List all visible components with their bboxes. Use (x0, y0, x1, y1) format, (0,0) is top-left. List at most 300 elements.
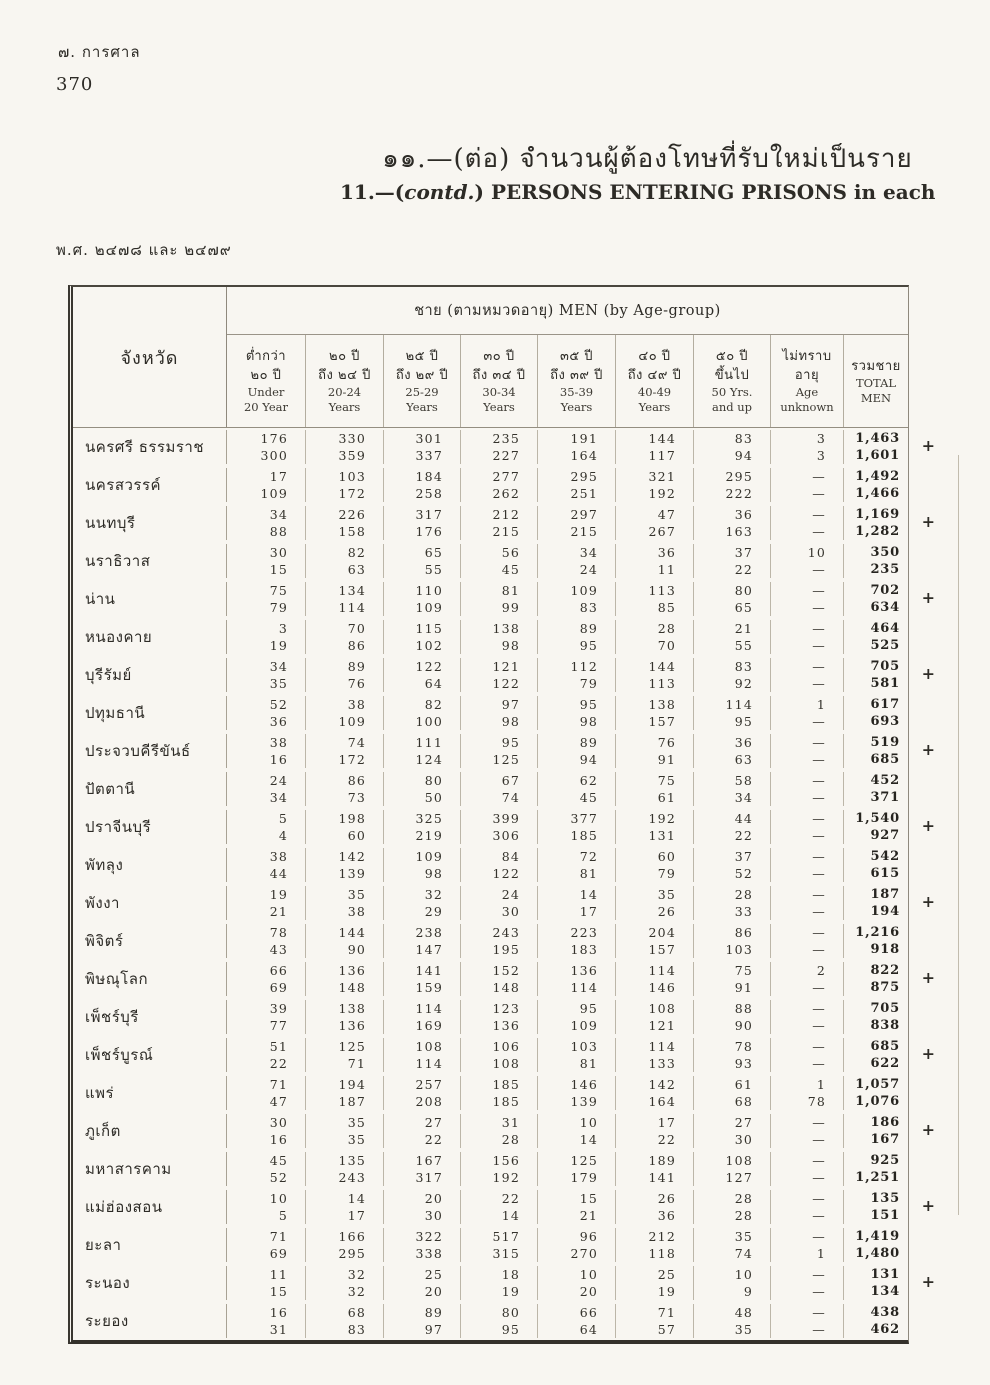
value-cell: 100 (383, 713, 460, 730)
column-header-english-line: 20 Year (243, 400, 289, 414)
value-cell: 88 (269, 524, 288, 539)
plus-margin-mark: + (921, 740, 935, 759)
value-cell: 399 (460, 810, 537, 827)
total-men-cell: 838 (843, 1017, 908, 1034)
value-cell: 71 (615, 1304, 693, 1321)
province-row (73, 998, 908, 1036)
value-cell: — (770, 1000, 843, 1017)
column-header-thai-line: ๕๐ ปี (715, 349, 749, 364)
value-cell: 95 (537, 1000, 615, 1017)
value-cell: 5 (278, 811, 288, 826)
years-note: พ.ศ. ๒๔๗๘ และ ๒๔๗๙ (56, 241, 232, 259)
value-cell: 75 (615, 772, 693, 789)
province-row (73, 846, 908, 884)
province-name: ระนอง (73, 1266, 227, 1300)
value-cell: 44 (269, 866, 288, 881)
total-men-cell: 617 (843, 696, 908, 713)
value-cell: 109 (537, 1017, 615, 1034)
value-cell: 22 (693, 827, 770, 844)
value-cell: — (770, 506, 843, 523)
value-cell: 215 (537, 523, 615, 540)
value-cell: 71 (269, 1229, 288, 1244)
value-cell: 121 (460, 658, 537, 675)
value-cell: 89 (537, 734, 615, 751)
value-cell: 35 (693, 1321, 770, 1338)
value-cell: 83 (537, 599, 615, 616)
total-men-cell: 685 (843, 1038, 908, 1055)
value-cell: 78 (770, 1093, 843, 1110)
value-cell: 122 (460, 675, 537, 692)
value-cell: 102 (383, 637, 460, 654)
total-men-cell: 1,540 (843, 810, 908, 827)
value-cell: 337 (383, 447, 460, 464)
value-cell: — (770, 1055, 843, 1072)
value-cell: 1 (770, 696, 843, 713)
province-name: บุรีรัมย์ (73, 658, 227, 692)
column-header (537, 335, 615, 427)
value-cell: 74 (305, 734, 383, 751)
province-row (73, 1036, 935, 1074)
total-men-cell: 167 (843, 1131, 908, 1148)
value-cell: 5 (278, 1208, 288, 1223)
value-cell: 67 (460, 772, 537, 789)
value-cell: 68 (693, 1093, 770, 1110)
value-cell: 36 (615, 544, 693, 561)
value-cell: 338 (383, 1245, 460, 1262)
value-cell: 36 (693, 734, 770, 751)
total-men-cell: 875 (843, 979, 908, 996)
value-cell: 3 (278, 621, 288, 636)
value-cell: — (770, 713, 843, 730)
value-cell: — (770, 485, 843, 502)
value-cell: 169 (383, 1017, 460, 1034)
value-cell: 22 (460, 1190, 537, 1207)
value-cell: 185 (460, 1093, 537, 1110)
value-cell: 89 (537, 620, 615, 637)
value-cell: 297 (537, 506, 615, 523)
value-cell: 70 (615, 637, 693, 654)
value-cell: 142 (305, 848, 383, 865)
value-cell: 109 (260, 486, 288, 501)
value-cell: — (770, 941, 843, 958)
province-name: นนทบุรี (73, 506, 227, 540)
value-cell: 109 (537, 582, 615, 599)
value-cell: 156 (460, 1152, 537, 1169)
value-cell: 88 (693, 1000, 770, 1017)
value-cell: — (770, 865, 843, 882)
value-cell: 80 (383, 772, 460, 789)
value-cell: — (770, 924, 843, 941)
column-header (693, 335, 770, 427)
value-cell: 76 (305, 675, 383, 692)
value-cell: 25 (615, 1266, 693, 1283)
total-men-cell: 134 (843, 1283, 908, 1300)
value-cell: 109 (383, 848, 460, 865)
province-row (73, 1112, 935, 1150)
value-cell: 195 (460, 941, 537, 958)
value-cell: 37 (693, 848, 770, 865)
value-cell: 90 (305, 941, 383, 958)
province-row (73, 1188, 935, 1226)
value-cell: 52 (693, 865, 770, 882)
value-cell: 98 (537, 713, 615, 730)
column-header-english-line: 20-24 (327, 385, 362, 399)
value-cell: — (770, 561, 843, 578)
value-cell: 50 (383, 789, 460, 806)
column-header-english-line: Age (795, 385, 819, 399)
value-cell: — (770, 1017, 843, 1034)
value-cell: 159 (383, 979, 460, 996)
value-cell: — (770, 848, 843, 865)
value-cell: 146 (537, 1076, 615, 1093)
value-cell: 79 (537, 675, 615, 692)
value-cell: 158 (305, 523, 383, 540)
plus-margin-mark: + (921, 892, 935, 911)
value-cell: — (770, 675, 843, 692)
value-cell: 133 (615, 1055, 693, 1072)
total-men-cell: 187 (843, 886, 908, 903)
value-cell: 1 (770, 1076, 843, 1093)
value-cell: 86 (305, 637, 383, 654)
value-cell: 56 (460, 544, 537, 561)
value-cell: — (770, 1228, 843, 1245)
value-cell: 9 (693, 1283, 770, 1300)
value-cell: 95 (537, 696, 615, 713)
value-cell: 94 (693, 447, 770, 464)
column-header-thai-line: ๓๕ ปี (559, 349, 594, 364)
value-cell: 212 (460, 506, 537, 523)
value-cell: 61 (615, 789, 693, 806)
title-english-rest: ) PERSONS ENTERING PRISONS in each (474, 180, 936, 204)
value-cell: — (770, 734, 843, 751)
page-number: 370 (56, 74, 94, 95)
total-men-cell: 525 (843, 637, 908, 654)
plus-margin-mark: + (921, 588, 935, 607)
value-cell: 81 (460, 582, 537, 599)
value-cell: 4 (278, 828, 288, 843)
plus-margin-mark: + (921, 512, 935, 531)
value-cell: 226 (305, 506, 383, 523)
value-cell: 31 (269, 1322, 288, 1337)
value-cell: 166 (305, 1228, 383, 1245)
value-cell: 103 (537, 1038, 615, 1055)
column-header-english-line: 40-49 (637, 385, 672, 399)
total-men-cell: 918 (843, 941, 908, 958)
column-header-thai-line: ขึ้นไป (714, 368, 750, 383)
value-cell: 208 (383, 1093, 460, 1110)
value-cell: 98 (383, 865, 460, 882)
column-header-thai-line: อายุ (794, 368, 820, 383)
value-cell: 19 (460, 1283, 537, 1300)
value-cell: 38 (305, 696, 383, 713)
value-cell: 114 (383, 1000, 460, 1017)
value-cell: 82 (383, 696, 460, 713)
value-cell: 86 (693, 924, 770, 941)
value-cell: 131 (615, 827, 693, 844)
column-header-thai-line: ถึง ๒๙ ปี (395, 368, 449, 383)
province-name: ปราจีนบุรี (73, 810, 227, 844)
value-cell: 44 (693, 810, 770, 827)
value-cell: 34 (269, 507, 288, 522)
value-cell: 63 (693, 751, 770, 768)
value-cell: 223 (537, 924, 615, 941)
province-row (73, 618, 908, 656)
value-cell: 37 (693, 544, 770, 561)
province-row (73, 1226, 908, 1264)
value-cell: 125 (460, 751, 537, 768)
province-row (73, 580, 935, 618)
value-cell: 124 (383, 751, 460, 768)
value-cell: 222 (693, 485, 770, 502)
value-cell: 69 (269, 1246, 288, 1261)
total-men-cell: 615 (843, 865, 908, 882)
value-cell: — (770, 772, 843, 789)
value-cell: 109 (383, 599, 460, 616)
column-header (305, 335, 383, 427)
value-cell: 20 (383, 1190, 460, 1207)
value-cell: 317 (383, 1169, 460, 1186)
total-men-cell: 438 (843, 1304, 908, 1321)
value-cell: 192 (615, 485, 693, 502)
value-cell: — (770, 1131, 843, 1148)
province-name: เพ็ชร์บูรณ์ (73, 1038, 227, 1072)
value-cell: 27 (383, 1114, 460, 1131)
value-cell: 61 (693, 1076, 770, 1093)
province-column-header: จังหวัด (73, 287, 227, 427)
value-cell: 35 (269, 676, 288, 691)
value-cell: 295 (305, 1245, 383, 1262)
province-name: ประจวบคีรีขันธ์ (73, 734, 227, 768)
total-men-cell: 693 (843, 713, 908, 730)
value-cell: 114 (615, 1038, 693, 1055)
value-cell: 112 (537, 658, 615, 675)
value-cell: 18 (460, 1266, 537, 1283)
value-cell: 36 (269, 714, 288, 729)
men-age-group-header: ชาย (ตามหมวดอายุ) MEN (by Age-group) (227, 287, 908, 335)
value-cell: 28 (615, 620, 693, 637)
value-cell: 139 (537, 1093, 615, 1110)
value-cell: — (770, 1207, 843, 1224)
value-cell: 22 (693, 561, 770, 578)
value-cell: 83 (305, 1321, 383, 1338)
value-cell: 94 (537, 751, 615, 768)
province-name: มหาสารคาม (73, 1152, 227, 1186)
value-cell: 21 (537, 1207, 615, 1224)
total-men-cell: 350 (843, 544, 908, 561)
value-cell: 117 (615, 447, 693, 464)
plus-margin-mark: + (921, 664, 935, 683)
total-men-cell: 822 (843, 962, 908, 979)
province-row (73, 1150, 908, 1188)
value-cell: 38 (305, 903, 383, 920)
column-header-english-line: unknown (780, 400, 834, 414)
value-cell: 189 (615, 1152, 693, 1169)
column-header-thai-line: ถึง ๔๙ ปี (627, 368, 682, 383)
column-header-english-line: Years (560, 400, 593, 414)
value-cell: 79 (615, 865, 693, 882)
table-header (73, 287, 908, 428)
value-cell: 110 (383, 582, 460, 599)
value-cell: 98 (460, 637, 537, 654)
total-men-cell: 634 (843, 599, 908, 616)
value-cell: 64 (383, 675, 460, 692)
value-cell: 91 (615, 751, 693, 768)
value-cell: 262 (460, 485, 537, 502)
province-row (73, 808, 935, 846)
column-header-english-line: Years (483, 400, 515, 414)
value-cell: 80 (693, 582, 770, 599)
value-cell: 68 (305, 1304, 383, 1321)
total-men-cell: 462 (843, 1321, 908, 1338)
value-cell: 114 (305, 599, 383, 616)
value-cell: 82 (305, 544, 383, 561)
value-cell: 92 (693, 675, 770, 692)
total-men-cell: 1,216 (843, 924, 908, 941)
value-cell: 34 (269, 659, 288, 674)
value-cell: 14 (537, 886, 615, 903)
column-header-thai-line: ไม่ทราบ (782, 349, 832, 364)
plus-margin-mark: + (921, 968, 935, 987)
value-cell: 20 (537, 1283, 615, 1300)
value-cell: 17 (615, 1114, 693, 1131)
value-cell: 183 (537, 941, 615, 958)
value-cell: 22 (615, 1131, 693, 1148)
value-cell: 45 (537, 789, 615, 806)
value-cell: 270 (537, 1245, 615, 1262)
value-cell: 64 (537, 1321, 615, 1338)
province-row (73, 922, 908, 960)
value-cell: 16 (269, 752, 288, 767)
value-cell: 97 (383, 1321, 460, 1338)
total-men-cell: 1,463 (843, 430, 908, 447)
total-men-cell: 452 (843, 772, 908, 789)
column-header (615, 335, 693, 427)
value-cell: 258 (383, 485, 460, 502)
value-cell: — (770, 1114, 843, 1131)
value-cell: 66 (269, 963, 288, 978)
column-header (383, 335, 460, 427)
total-men-cell: 186 (843, 1114, 908, 1131)
value-cell: — (770, 751, 843, 768)
value-cell: 14 (537, 1131, 615, 1148)
value-cell: 121 (615, 1017, 693, 1034)
value-cell: 317 (383, 506, 460, 523)
value-cell: 17 (269, 469, 288, 484)
plus-margin-mark: + (921, 1272, 935, 1291)
column-header-english-line: and up (711, 400, 753, 414)
province-row (73, 732, 935, 770)
value-cell: — (770, 810, 843, 827)
value-cell: 74 (460, 789, 537, 806)
value-cell: 71 (305, 1055, 383, 1072)
total-men-cell: 151 (843, 1207, 908, 1224)
value-cell: 176 (383, 523, 460, 540)
value-cell: 108 (460, 1055, 537, 1072)
value-cell: 359 (305, 447, 383, 464)
value-cell: 10 (269, 1191, 288, 1206)
value-cell: 83 (693, 430, 770, 447)
value-cell: — (770, 523, 843, 540)
value-cell: 113 (615, 675, 693, 692)
province-name: พัทลุง (73, 848, 227, 882)
value-cell: 118 (615, 1245, 693, 1262)
value-cell: 78 (693, 1038, 770, 1055)
value-cell: 27 (693, 1114, 770, 1131)
column-header-english-line: Years (406, 400, 438, 414)
value-cell: — (770, 903, 843, 920)
value-cell: 187 (305, 1093, 383, 1110)
total-men-cell: 519 (843, 734, 908, 751)
value-cell: 3 (770, 447, 843, 464)
value-cell: 55 (693, 637, 770, 654)
value-cell: 108 (693, 1152, 770, 1169)
value-cell: 71 (269, 1077, 288, 1092)
column-header (227, 335, 305, 427)
province-name: หนองคาย (73, 620, 227, 654)
value-cell: 30 (269, 545, 288, 560)
province-name: พิจิตร์ (73, 924, 227, 958)
statistics-table (68, 285, 935, 1344)
value-cell: 172 (305, 485, 383, 502)
value-cell: 10 (693, 1266, 770, 1283)
value-cell: 75 (269, 583, 288, 598)
value-cell: 36 (615, 1207, 693, 1224)
value-cell: 72 (537, 848, 615, 865)
value-cell: 32 (305, 1283, 383, 1300)
value-cell: 125 (305, 1038, 383, 1055)
province-name: พิษณุโลก (73, 962, 227, 996)
column-header-thai-line: ถึง ๓๔ ปี (472, 368, 526, 383)
value-cell: 58 (693, 772, 770, 789)
value-cell: 122 (460, 865, 537, 882)
value-cell: 15 (537, 1190, 615, 1207)
value-cell: — (770, 827, 843, 844)
value-cell: 157 (615, 941, 693, 958)
value-cell: 17 (305, 1207, 383, 1224)
value-cell: 28 (693, 1190, 770, 1207)
value-cell: 306 (460, 827, 537, 844)
value-cell: 191 (537, 430, 615, 447)
value-cell: 138 (460, 620, 537, 637)
value-cell: 21 (693, 620, 770, 637)
total-men-cell: 1,251 (843, 1169, 908, 1186)
value-cell: 114 (383, 1055, 460, 1072)
value-cell: 77 (269, 1018, 288, 1033)
value-cell: 83 (693, 658, 770, 675)
value-cell: 84 (460, 848, 537, 865)
value-cell: 243 (305, 1169, 383, 1186)
value-cell: 148 (305, 979, 383, 996)
value-cell: 32 (305, 1266, 383, 1283)
plus-margin-mark: + (921, 1120, 935, 1139)
province-row (73, 656, 935, 694)
value-cell: 69 (269, 980, 288, 995)
value-cell: 106 (460, 1038, 537, 1055)
value-cell: 172 (305, 751, 383, 768)
value-cell: 75 (693, 962, 770, 979)
value-cell: 79 (269, 600, 288, 615)
value-cell: 28 (693, 1207, 770, 1224)
total-men-cell: 371 (843, 789, 908, 806)
value-cell: 322 (383, 1228, 460, 1245)
value-cell: 141 (615, 1169, 693, 1186)
value-cell: 30 (383, 1207, 460, 1224)
value-cell: 235 (460, 430, 537, 447)
value-cell: 38 (269, 849, 288, 864)
value-cell: 28 (693, 886, 770, 903)
value-cell: 3 (770, 430, 843, 447)
value-cell: 10 (770, 544, 843, 561)
